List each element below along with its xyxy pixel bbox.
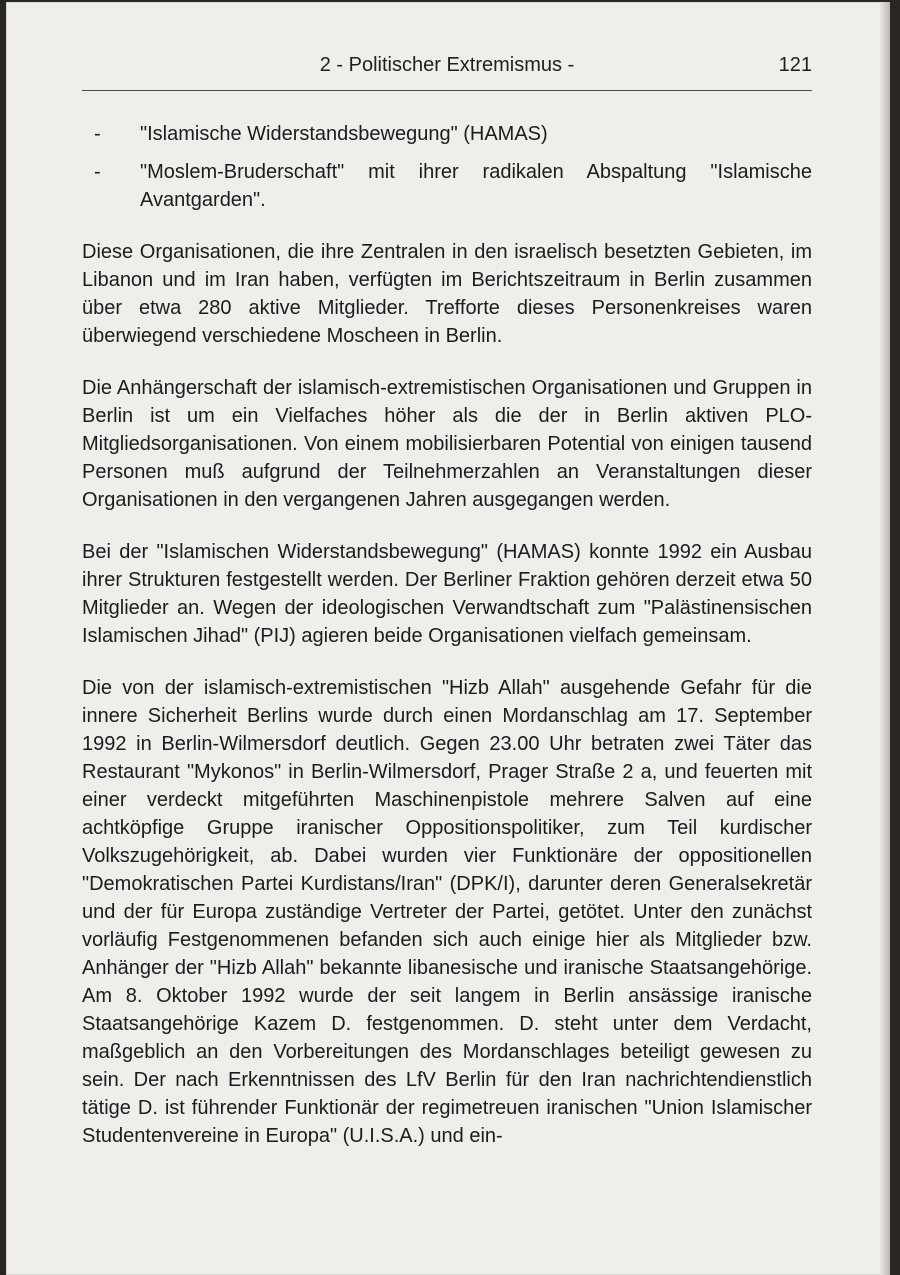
paragraph: Die von der islamisch-extremistischen "Hizb Allah" ausgehende Gefahr für die innere Sicherheit Berlins wurde durch einen Mordanschlag am 17. September 1992 in Berlin-Wilmersdorf deutlich. Gegen 23.00 Uhr betraten zwei Täter das Restaurant "Mykonos" in Berlin-Wilmersdorf, Prager Straße 2 a, und feuerten mit einer verdeckt mitgeführten Maschinenpistole mehrere Salven auf eine achtköpfige Gruppe iranischer Oppositionspolitiker, zum Teil kurdischer Volkszugehörigkeit, ab. Dabei wurden vier Funktionäre der oppositionellen "Demokratischen Partei Kurdistans/Iran" (DPK/I), darunter deren Generalsekretär und der für Europa zuständige Vertreter der Partei, getötet. Unter den zunächst vorläufig Festgenommenen befanden sich auch einige hier als Mitglieder bzw. Anhänger der "Hizb Allah" bekannte libanesische und iranische Staatsangehörige. Am 8. Oktober 1992 wurde der seit langem in Berlin ansässige iranische Staatsangehörige Kazem D. festgenommen. D. steht unter dem Verdacht, maßgeblich an den Vorbereitungen des Mordanschlages beteiligt gewesen zu sein. Der nach Erkenntnissen des LfV Berlin für den Iran nachrichtendienstlich tätige D. ist führender Funktionär der regimetreuen iranischen "Union Islamischer Studentenvereine in Europa" (U.I.S.A.) und ein- [82,677,812,1147]
page-number: 121 [778,54,812,76]
paragraph: Diese Organisationen, die ihre Zentralen in den israelisch besetzten Gebieten, im Libanon und im Iran haben, verfügten im Berichtszeitraum in Berlin zusammen über etwa 280 aktive Mitglieder. Trefforte dieses Personenkreises waren überwiegend verschiedene Moscheen in Berlin. [82,241,812,347]
list-item [82,158,812,214]
list-item [82,120,812,148]
header-rule [82,90,812,91]
document-page [6,2,890,1275]
list-dash: - [94,161,101,183]
running-header [82,48,812,82]
paragraph: Bei der "Islamischen Widerstandsbewegung" (HAMAS) konnte 1992 ein Ausbau ihrer Strukturen festgestellt werden. Der Berliner Fraktion gehören derzeit etwa 50 Mitglieder an. Wegen der ideologischen Verwandtschaft zum "Palästinensischen Islamischen Jihad" (PIJ) agieren beide Organisationen vielfach gemeinsam. [82,541,812,647]
header-title: 2 - Politischer Extremismus - [319,54,575,76]
body-text [82,120,812,1150]
list-item-text: "Moslem-Bruderschaft" mit ihrer radikalen Abspaltung "Islamische Avantgarden". [140,161,812,211]
list-dash: - [94,123,101,145]
list-item-text: "Islamische Widerstandsbewegung" (HAMAS) [140,123,548,145]
paragraph: Die Anhängerschaft der islamisch-extremistischen Organisationen und Gruppen in Berlin ist um ein Vielfaches höher als die der in Berlin aktiven PLO-Mitgliedsorganisationen. Von einem mobilisierbaren Potential von einigen tausend Personen muß aufgrund der Teilnehmerzahlen an Veranstaltungen dieser Organisationen in den vergangenen Jahren ausgegangen werden. [82,377,812,511]
